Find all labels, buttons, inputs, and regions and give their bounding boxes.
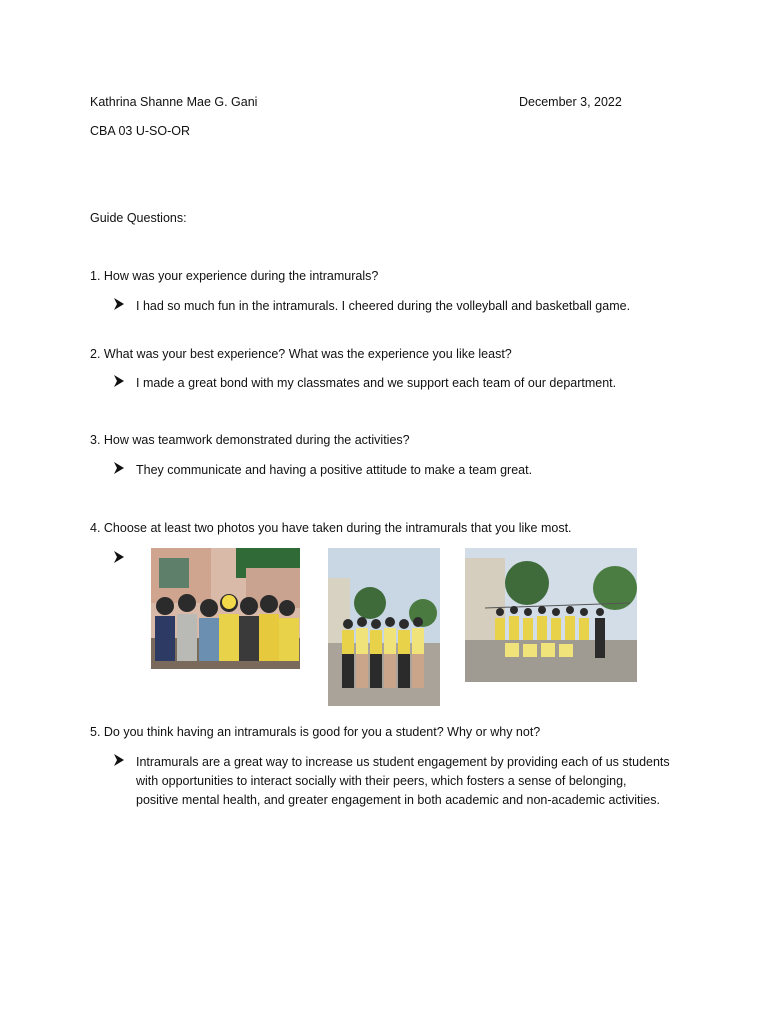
arrow-bullet-icon — [114, 375, 124, 387]
team-photo-image — [328, 548, 440, 706]
arrow-bullet-icon — [114, 551, 124, 563]
question-3: 3. How was teamwork demonstrated during the activities? — [90, 433, 410, 447]
answer-2-text: I made a great bond with my classmates and we support each team of our department. — [136, 376, 617, 390]
question-5: 5. Do you think having an intramurals is good for you a student? Why or why not? — [90, 725, 541, 739]
student-section: CBA 03 U-SO-OR — [90, 124, 191, 138]
answer-3-text: They communicate and having a positive attitude to make a team great. — [136, 463, 533, 477]
question-4: 4. Choose at least two photos you have taken during the intramurals that you like most. — [90, 521, 572, 535]
answer-1-text: I had so much fun in the intramurals. I cheered during the volleyball and basketball game. — [136, 299, 631, 313]
group-photo-image — [151, 548, 300, 669]
arrow-bullet-icon — [114, 754, 124, 766]
answer-5-line-2: with opportunities to interact socially with their peers, which fosters a sense of belonging, — [136, 774, 627, 788]
intramurals-photo-1 — [151, 548, 300, 669]
guide-questions-title: Guide Questions: — [90, 211, 187, 225]
court-group-photo-image — [465, 548, 637, 682]
arrow-bullet-icon — [114, 462, 124, 474]
intramurals-photo-3 — [465, 548, 637, 682]
question-2: 2. What was your best experience? What was the experience you like least? — [90, 347, 512, 361]
answer-5-line-1: Intramurals are a great way to increase us student engagement by providing each of us students — [136, 755, 670, 769]
document-date: December 3, 2022 — [519, 95, 622, 109]
answer-5-line-3: positive mental health, and greater engagement in both academic and non-academic activities. — [136, 793, 660, 807]
arrow-bullet-icon — [114, 298, 124, 310]
student-name: Kathrina Shanne Mae G. Gani — [90, 95, 258, 109]
question-1: 1. How was your experience during the intramurals? — [90, 269, 379, 283]
intramurals-photo-2 — [328, 548, 440, 706]
